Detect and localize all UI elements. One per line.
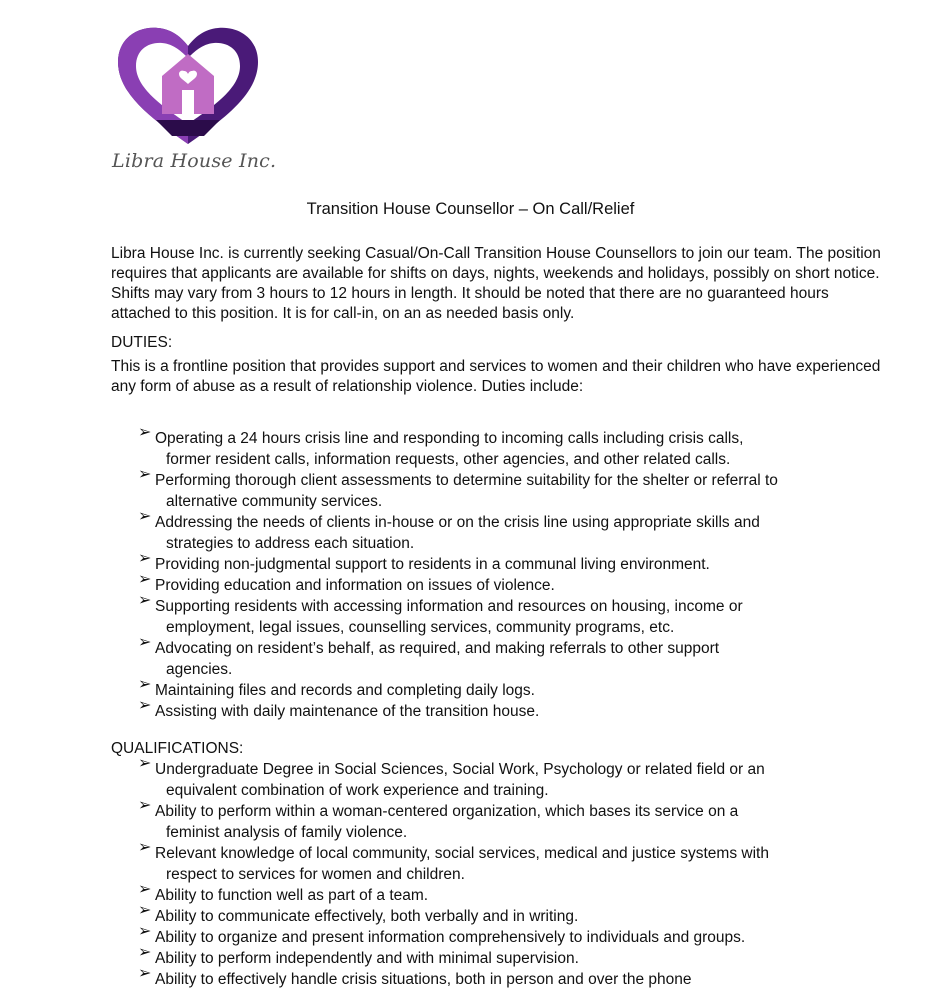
arrow-bullet-icon: ➢ — [138, 902, 152, 919]
duties-heading: DUTIES: — [111, 334, 173, 351]
list-item: ➢ Operating a 24 hours crisis line and responding to incoming calls including crisis calls, former resident calls, information requests, other agencies, and other related calls. — [138, 424, 744, 468]
arrow-bullet-icon: ➢ — [138, 634, 152, 651]
arrow-bullet-icon: ➢ — [138, 697, 152, 714]
list-item: ➢ Advocating on resident’s behalf, as required, and making referrals to other support agencies. — [138, 634, 720, 678]
heart-house-icon — [112, 24, 264, 146]
list-item: ➢ Ability to function well as part of a team. — [138, 881, 429, 904]
list-item: ➢ Providing non-judgmental support to residents in a communal living environment. — [138, 550, 710, 573]
qualifications-list — [0, 755, 941, 990]
list-item: ➢ Providing education and information on issues of violence. — [138, 571, 555, 594]
arrow-bullet-icon: ➢ — [138, 839, 152, 856]
arrow-bullet-icon: ➢ — [138, 592, 152, 609]
arrow-bullet-icon: ➢ — [138, 508, 152, 525]
duties-list — [0, 424, 941, 722]
arrow-bullet-icon: ➢ — [138, 466, 152, 483]
list-item: ➢ Ability to organize and present information comprehensively to individuals and groups. — [138, 923, 746, 946]
qualifications-heading: QUALIFICATIONS: — [111, 740, 244, 757]
list-item: ➢ Assisting with daily maintenance of the transition house. — [138, 697, 540, 720]
arrow-bullet-icon: ➢ — [138, 755, 152, 772]
arrow-bullet-icon: ➢ — [138, 676, 152, 693]
page-title: Transition House Counsellor – On Call/Relief — [306, 200, 635, 218]
list-item: ➢ Addressing the needs of clients in-house or on the crisis line using appropriate skills and strategies to address each situation. — [138, 508, 760, 552]
arrow-bullet-icon: ➢ — [138, 881, 152, 898]
list-item: ➢ Ability to communicate effectively, both verbally and in writing. — [138, 902, 579, 925]
list-item: ➢ Ability to effectively handle crisis situations, both in person and over the phone — [138, 965, 692, 988]
logo-text: Libra House Inc. — [112, 150, 277, 172]
intro-paragraph: Libra House Inc. is currently seeking Casual/On-Call Transition House Counsellors to join our team. The position requires that applicants are available for shifts on days, nights, weekends and holidays, possibly on short notice. Shifts may vary from 3 hours to 12 hours in length. It should be noted that there are no guaranteed hours attached to this position. It is for call-in, on an as needed basis only. — [111, 245, 881, 322]
list-item: ➢ Supporting residents with accessing information and resources on housing, income or employment, legal issues, counselling services, community programs, etc. — [138, 592, 743, 636]
list-item: ➢ Maintaining files and records and completing daily logs. — [138, 676, 535, 699]
list-item: ➢ Performing thorough client assessments to determine suitability for the shelter or referral to alternative community services. — [138, 466, 778, 510]
list-item: ➢ Relevant knowledge of local community, social services, medical and justice systems with respect to services for women and children. — [138, 839, 769, 883]
libra-house-logo — [112, 24, 277, 180]
arrow-bullet-icon: ➢ — [138, 965, 152, 982]
list-item: ➢ Ability to perform independently and with minimal supervision. — [138, 944, 579, 967]
arrow-bullet-icon: ➢ — [138, 571, 152, 588]
arrow-bullet-icon: ➢ — [138, 923, 152, 940]
arrow-bullet-icon: ➢ — [138, 797, 152, 814]
duties-description: This is a frontline position that provides support and services to women and their children who have experienced any form of abuse as a result of relationship violence. Duties include: — [111, 358, 881, 395]
list-item: ➢ Undergraduate Degree in Social Sciences, Social Work, Psychology or related field or an equivalent combination of work experience and training. — [138, 755, 765, 799]
arrow-bullet-icon: ➢ — [138, 944, 152, 961]
arrow-bullet-icon: ➢ — [138, 550, 152, 567]
arrow-bullet-icon: ➢ — [138, 424, 152, 441]
list-item: ➢ Ability to perform within a woman-centered organization, which bases its service on a feminist analysis of family violence. — [138, 797, 739, 841]
